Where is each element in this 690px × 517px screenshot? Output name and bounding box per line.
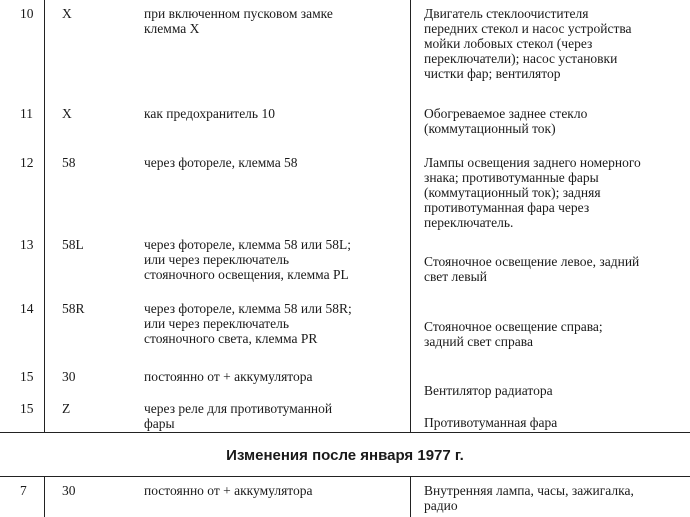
row-number: 7 xyxy=(20,483,27,498)
row-consumer: Обогреваемое заднее стекло (коммутационный ток) xyxy=(424,106,588,136)
row-source: при включенном пусковом замке клемма X xyxy=(144,6,333,36)
row-consumer: Внутренняя лампа, часы, зажигалка, радио xyxy=(424,483,634,513)
row-consumer: Стояночное освещение справа; задний свет справа xyxy=(424,319,603,349)
row-source: постоянно от + аккумулятора xyxy=(144,483,313,498)
row-number: 13 xyxy=(20,237,34,252)
row-number: 14 xyxy=(20,301,34,316)
row-terminal: 30 xyxy=(62,369,76,384)
col-divider-2 xyxy=(410,0,411,432)
col-divider-1 xyxy=(44,0,45,432)
row-consumer: Стояночное освещение левое, задний свет левый xyxy=(424,254,640,284)
row-consumer: Вентилятор радиатора xyxy=(424,383,553,398)
row-terminal: Z xyxy=(62,401,71,416)
row-source: через фотореле, клемма 58 xyxy=(144,155,298,170)
row-number: 11 xyxy=(20,106,33,121)
section-top-rule xyxy=(0,432,690,433)
row-source: через реле для противотуманной фары xyxy=(144,401,333,431)
row-number: 10 xyxy=(20,6,34,21)
row-source: как предохранитель 10 xyxy=(144,106,275,121)
col-divider-1-lower xyxy=(44,476,45,517)
col-divider-2-lower xyxy=(410,476,411,517)
row-number: 12 xyxy=(20,155,34,170)
row-terminal: 58 xyxy=(62,155,76,170)
row-terminal: X xyxy=(62,6,72,21)
section-heading: Изменения после января 1977 г. xyxy=(226,447,464,464)
row-consumer: Двигатель стеклоочистителя передних стекол и насос устройства мойки лобовых стекол (через переключатели); насос установки чистки фар; вентилятор xyxy=(424,6,632,81)
row-terminal: 30 xyxy=(62,483,76,498)
row-source: через фотореле, клемма 58 или 58R; или через переключатель стояночного света, клемма PR xyxy=(144,301,352,346)
row-source: через фотореле, клемма 58 или 58L; или через переключатель стояночного освещения, клемма PL xyxy=(144,237,351,282)
row-consumer: Лампы освещения заднего номерного знака; противотуманные фары (коммутационный ток); задняя противотуманная фара через переключатель. xyxy=(424,155,641,230)
row-source: постоянно от + аккумулятора xyxy=(144,369,313,384)
row-consumer: Противотуманная фара xyxy=(424,415,558,430)
row-terminal: 58R xyxy=(62,301,85,316)
row-number: 15 xyxy=(20,369,34,384)
section-bottom-rule xyxy=(0,476,690,477)
row-number: 15 xyxy=(20,401,34,416)
row-terminal: X xyxy=(62,106,72,121)
row-terminal: 58L xyxy=(62,237,84,252)
